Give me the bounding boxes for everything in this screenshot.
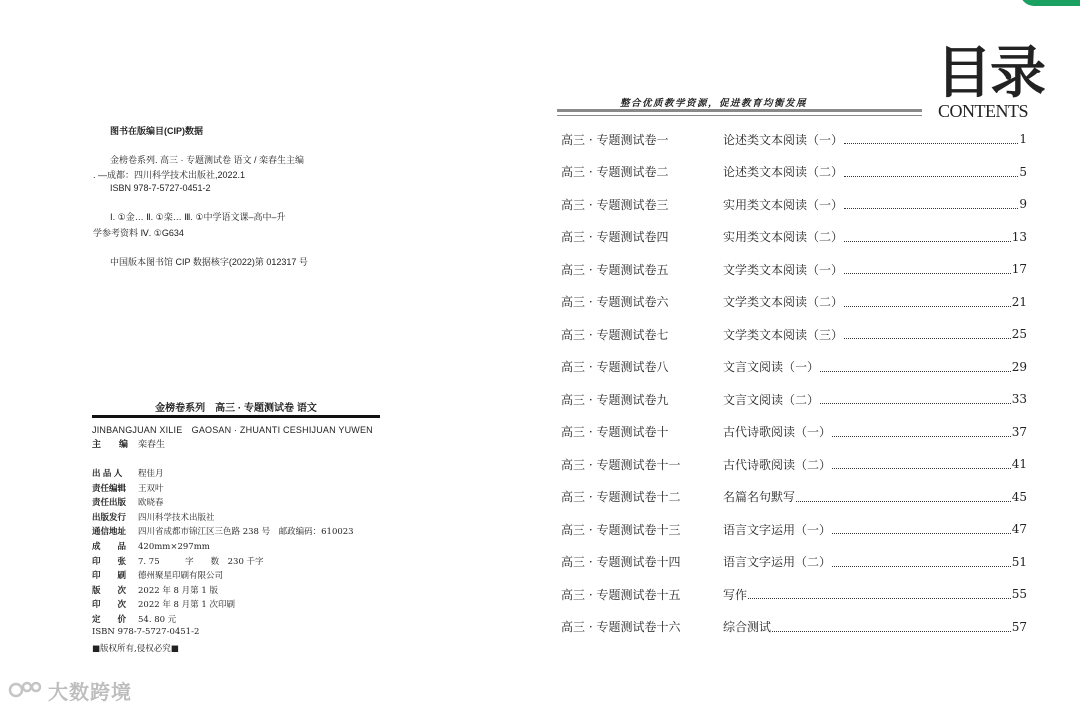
toc-exam-name: 高三 · 专题测试卷十一 xyxy=(561,457,681,472)
toc-page-number: 21 xyxy=(1011,294,1027,309)
toc-exam-name: 高三 · 专题测试卷五 xyxy=(561,262,669,277)
editor-row xyxy=(92,437,165,450)
credit-value: 四川科学技术出版社 xyxy=(138,512,215,523)
toc-leader-dots xyxy=(844,134,1018,144)
toc-leader-dots xyxy=(832,524,1011,534)
watermark-logo-icon xyxy=(8,678,42,704)
cip-line: 金榜卷系列. 高三 · 专题测试卷 语文 / 栾春生主编 xyxy=(110,155,305,165)
toc-exam-name: 高三 · 专题测试卷十 xyxy=(561,425,669,439)
toc-leader-dots xyxy=(844,199,1018,209)
toc-exam-name: 高三 · 专题测试卷十四 xyxy=(561,555,681,569)
header-rule-thin xyxy=(557,115,922,116)
toc-leader-dots xyxy=(844,167,1018,177)
toc-section-title: 写作 xyxy=(723,587,748,602)
toc-entry[interactable] xyxy=(561,487,1027,507)
toc-section-title: 文言文阅读（一） xyxy=(723,360,820,374)
toc-entry[interactable] xyxy=(561,324,1027,344)
editor-key: 主 编 xyxy=(92,439,129,449)
toc-leader-dots xyxy=(772,622,1011,632)
toc-section-title: 文学类文本阅读（三） xyxy=(723,327,844,342)
toc-entry[interactable] xyxy=(561,617,1027,637)
corner-tab xyxy=(1020,0,1080,6)
toc-page-number: 13 xyxy=(1011,229,1027,244)
credit-row xyxy=(92,613,176,625)
credit-row xyxy=(92,598,235,610)
credit-value: 四川省成都市锦江区三色路 238 号 邮政编码：610023 xyxy=(138,527,354,538)
toc-entry[interactable] xyxy=(561,552,1027,572)
toc-page-number: 17 xyxy=(1011,262,1027,276)
toc-section-title: 文学类文本阅读（二） xyxy=(723,295,844,309)
credit-key: 印 次 xyxy=(92,599,127,610)
toc-entry[interactable] xyxy=(561,162,1027,182)
toc-section-title: 论述类文本阅读（一） xyxy=(723,132,844,147)
cip-title: 图书在版编目(CIP)数据 xyxy=(110,126,203,136)
toc-exam-name: 高三 · 专题测试卷一 xyxy=(561,132,669,147)
toc-entry[interactable] xyxy=(561,129,1027,149)
toc-exam-name: 高三 · 专题测试卷七 xyxy=(561,327,669,342)
isbn: ISBN 978-7-5727-0451-2 xyxy=(92,627,200,637)
toc-exam-name: 高三 · 专题测试卷十五 xyxy=(561,587,681,602)
toc-leader-dots xyxy=(832,459,1011,469)
toc-page-number: 45 xyxy=(1011,489,1027,504)
toc-entry[interactable] xyxy=(561,357,1027,377)
watermark-text: 大数跨境 xyxy=(48,680,132,704)
toc-section-title: 语言文字运用（一） xyxy=(723,522,832,537)
header-rule xyxy=(557,109,922,112)
toc-leader-dots xyxy=(844,232,1011,242)
credit-value: 2022 年 8 月第 1 次印刷 xyxy=(138,600,235,611)
toc-section-title: 实用类文本阅读（一） xyxy=(723,197,844,212)
toc-leader-dots xyxy=(796,492,1011,502)
cip-line: ISBN 978-7-5727-0451-2 xyxy=(110,183,211,193)
toc-heading-en: CONTENTS xyxy=(938,101,1028,121)
toc-leader-dots xyxy=(820,362,1011,372)
toc-section-title: 名篇名句默写 xyxy=(723,490,796,504)
credit-value: 德州聚星印刷有限公司 xyxy=(138,571,224,582)
credit-value: 程佳月 xyxy=(138,469,164,479)
toc-section-title: 文言文阅读（二） xyxy=(723,392,820,407)
credit-row xyxy=(92,467,164,479)
credit-row xyxy=(92,525,354,537)
editor-value: 栾春生 xyxy=(138,440,166,450)
credit-row xyxy=(92,482,164,494)
cip-line: . —成都：四川科学技术出版社,2022.1 xyxy=(93,170,246,180)
toc-entry[interactable] xyxy=(561,259,1027,279)
toc-exam-name: 高三 · 专题测试卷十二 xyxy=(561,490,681,504)
toc-section-title: 综合测试 xyxy=(723,620,772,634)
toc-section-title: 古代诗歌阅读（二） xyxy=(723,457,832,472)
credit-key: 出版发行 xyxy=(92,511,127,522)
cip-line: Ⅰ. ①金… Ⅱ. ①栾… Ⅲ. ①中学语文课–高中–升 xyxy=(110,212,286,222)
credit-value: 王双叶 xyxy=(138,483,164,494)
toc-page-number: 47 xyxy=(1011,522,1027,536)
credit-value: 54. 80 元 xyxy=(138,615,177,625)
credit-row xyxy=(92,555,264,567)
toc-entry[interactable] xyxy=(561,227,1027,247)
toc-section-title: 论述类文本阅读（二） xyxy=(723,165,844,179)
toc-leader-dots xyxy=(844,297,1011,307)
credit-key: 印 刷 xyxy=(92,570,127,581)
slogan: 整合优质教学资源，促进教育均衡发展 xyxy=(620,98,808,109)
toc-page-number: 41 xyxy=(1011,457,1027,471)
toc-leader-dots xyxy=(820,394,1011,404)
credit-key: 通信地址 xyxy=(92,526,127,537)
toc-page-number: 9 xyxy=(1019,197,1027,211)
toc-leader-dots xyxy=(844,329,1011,339)
toc-exam-name: 高三 · 专题测试卷四 xyxy=(561,230,669,244)
credit-key: 出 品 人 xyxy=(92,468,123,478)
toc-page-number: 5 xyxy=(1019,164,1027,179)
credit-value: 420mm×297mm xyxy=(138,542,210,552)
book-pinyin: JINBANGJUAN XILIE GAOSAN · ZHUANTI CESHIJUAN YUWEN xyxy=(92,425,373,435)
toc-entry[interactable] xyxy=(561,292,1027,312)
toc-exam-name: 高三 · 专题测试卷十三 xyxy=(561,522,681,537)
divider xyxy=(92,415,380,418)
toc-entry[interactable] xyxy=(561,454,1027,474)
toc-leader-dots xyxy=(844,264,1011,274)
toc-entry[interactable] xyxy=(561,194,1027,214)
toc-section-title: 古代诗歌阅读（一） xyxy=(723,425,832,439)
toc-exam-name: 高三 · 专题测试卷三 xyxy=(561,197,669,212)
toc-heading: 目录 xyxy=(936,41,1044,106)
toc-page-number: 25 xyxy=(1011,327,1027,341)
credit-row xyxy=(92,569,223,581)
toc-section-title: 文学类文本阅读（一） xyxy=(723,262,844,277)
credit-key: 定 价 xyxy=(92,614,127,624)
toc-page-number: 55 xyxy=(1011,587,1027,601)
toc-entry[interactable] xyxy=(561,584,1027,604)
credit-key: 责任编辑 xyxy=(92,482,127,493)
toc-leader-dots xyxy=(832,427,1011,437)
credit-key: 印 张 xyxy=(92,555,127,566)
cip-line: 学参考资料 Ⅳ. ①G634 xyxy=(93,228,184,238)
toc-page-number: 37 xyxy=(1011,424,1027,439)
toc-entry[interactable] xyxy=(561,422,1027,442)
credit-key: 版 次 xyxy=(92,584,127,595)
credit-value: 2022 年 8 月第 1 版 xyxy=(138,585,218,596)
toc-page-number: 51 xyxy=(1011,554,1027,569)
toc-exam-name: 高三 · 专题测试卷八 xyxy=(561,360,669,374)
toc-page-number: 29 xyxy=(1011,359,1027,374)
cip-line: 中国版本图书馆 CIP 数据核字(2022)第 012317 号 xyxy=(110,257,308,267)
credit-row xyxy=(92,540,210,552)
toc-page-number: 1 xyxy=(1019,132,1027,146)
toc-entry[interactable] xyxy=(561,519,1027,539)
credit-row xyxy=(92,584,218,596)
toc-section-title: 实用类文本阅读（二） xyxy=(723,230,844,244)
credit-value: 欧晓春 xyxy=(138,498,164,509)
credit-key: 责任出版 xyxy=(92,497,127,508)
credit-value: 7. 75 字 数 230 千字 xyxy=(138,556,264,567)
toc-exam-name: 高三 · 专题测试卷九 xyxy=(561,392,669,407)
toc-page-number: 33 xyxy=(1011,392,1027,406)
toc-page-number: 57 xyxy=(1011,619,1027,634)
toc-exam-name: 高三 · 专题测试卷二 xyxy=(561,165,669,179)
credit-key: 成 品 xyxy=(92,541,127,551)
book-title: 金榜卷系列 高三 · 专题测试卷 语文 xyxy=(155,403,317,414)
credit-row xyxy=(92,496,164,508)
toc-exam-name: 高三 · 专题测试卷十六 xyxy=(561,620,681,634)
toc-entry[interactable] xyxy=(561,389,1027,409)
credit-row xyxy=(92,511,215,523)
toc-exam-name: 高三 · 专题测试卷六 xyxy=(561,295,669,309)
toc-section-title: 语言文字运用（二） xyxy=(723,555,832,569)
rights-notice: ■版权所有,侵权必究■ xyxy=(92,644,179,654)
toc-leader-dots xyxy=(748,589,1011,599)
toc-leader-dots xyxy=(832,557,1011,567)
